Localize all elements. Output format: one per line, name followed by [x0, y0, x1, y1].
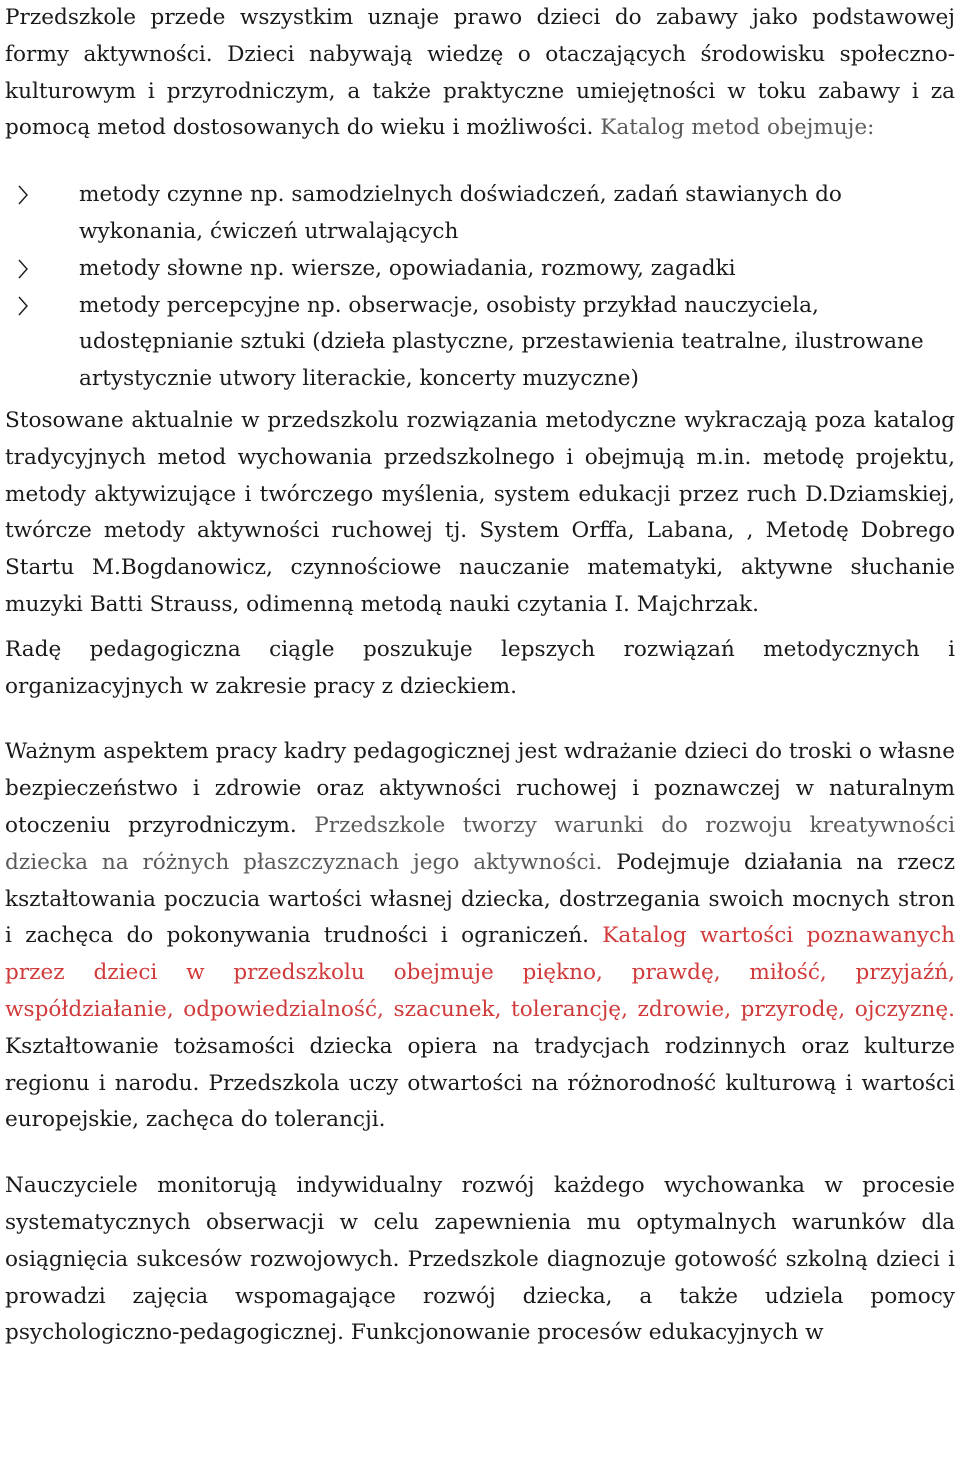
intro-catalog-text: Katalog metod obejmuje:	[593, 115, 875, 141]
values-text-5: Kształtowanie tożsamości dziecka opiera na tradycjach rodzinnych oraz kulturze regionu i narodu. Przedszkola uczy otwartości na różnorodność kulturową i wartości europejskie, zachęca do tolerancji.	[5, 1033, 955, 1133]
values-paragraph	[5, 734, 955, 1139]
council-paragraph: Radę pedagogiczna ciągle poszukuje lepszych rozwiązań metodycznych i organizacyjnych w zakresie pracy z dzieckiem.	[5, 636, 955, 699]
document-page	[5, 0, 955, 1352]
list-item	[5, 251, 955, 288]
list-item-text: metody czynne np. samodzielnych doświadczeń, zadań stawianych do wykonania, ćwiczeń utrwalających	[79, 182, 842, 244]
values-text-3: Podejmuje działania na rzecz kształtowania poczucia wartości własnej dziecka, dostrzegania swoich mocnych stron i zachęca do pokonywania trudności i ograniczeń.	[5, 849, 955, 949]
intro-text: Przedszkole przede wszystkim uznaje prawo dzieci do zabawy jako podstawowej formy aktywności. Dzieci nabywają wiedzę o otaczających środowisku społeczno-kulturowym i przyrodniczym, a także praktyczne umiejętności w toku zabawy i za pomocą metod dostosowanych do wieku i możliwości.	[5, 5, 955, 141]
intro-paragraph	[5, 0, 955, 147]
list-item	[5, 177, 955, 251]
list-item	[5, 288, 955, 398]
list-item-text: metody słowne np. wiersze, opowiadania, rozmowy, zagadki	[79, 255, 736, 281]
values-catalog-text: Katalog wartości poznawanych przez dzieci w przedszkolu obejmuje piękno, prawdę, miłość, przyjaźń, współdziałanie, odpowiedzialność, szacunek, tolerancję, zdrowie, przyrodę, ojczyznę.	[5, 923, 956, 1022]
chevron-right-icon	[13, 251, 33, 288]
solutions-paragraph: Stosowane aktualnie w przedszkolu rozwiązania metodyczne wykraczają poza katalog tradycyjnych metod wychowania przedszkolnego i obejmują m.in. metodę projektu, metody aktywizujące i twórczego myślenia, system edukacji przez ruch D.Dziamskiej, twórcze metody aktywności ruchowej tj. System Orffa, Labana, , Metodę Dobrego Startu M.Bogdanowicz, czynnościowe nauczanie matematyki, aktywne słuchanie muzyki Batti Strauss, odimenną metodą nauki czytania I. Majchrzak.	[5, 407, 955, 617]
values-text-1: Ważnym aspektem pracy kadry pedagogicznej jest wdrażanie dzieci do troski o własne bezpieczeństwo i zdrowie oraz aktywności ruchowej i poznawczej w naturalnym otoczeniu przyrodniczym.	[5, 739, 955, 838]
chevron-right-icon	[13, 288, 33, 325]
list-item-text: metody percepcyjne np. obserwacje, osobisty przykład nauczyciela, udostępnianie sztuki (dzieła plastyczne, przestawienia teatralne, ilustrowane artystycznie utwory literackie, koncerty muzyczne)	[79, 292, 924, 392]
chevron-right-icon	[13, 177, 33, 214]
values-text-creativity: Przedszkole tworzy warunki do rozwoju kreatywności dziecka na różnych płaszczyznach jego aktywności.	[5, 812, 955, 875]
methods-list	[5, 177, 955, 398]
monitoring-paragraph: Nauczyciele monitorują indywidualny rozwój każdego wychowanka w procesie systematycznych obserwacji w celu zapewnienia mu optymalnych warunków dla osiągnięcia sukcesów rozwojowych. Przedszkole diagnozuje gotowość szkolną dzieci i prowadzi zajęcia wspomagające rozwój dziecka, a także udziela pomocy psychologiczno-pedagogicznej. Funkcjonowanie procesów edukacyjnych w	[5, 1173, 955, 1346]
